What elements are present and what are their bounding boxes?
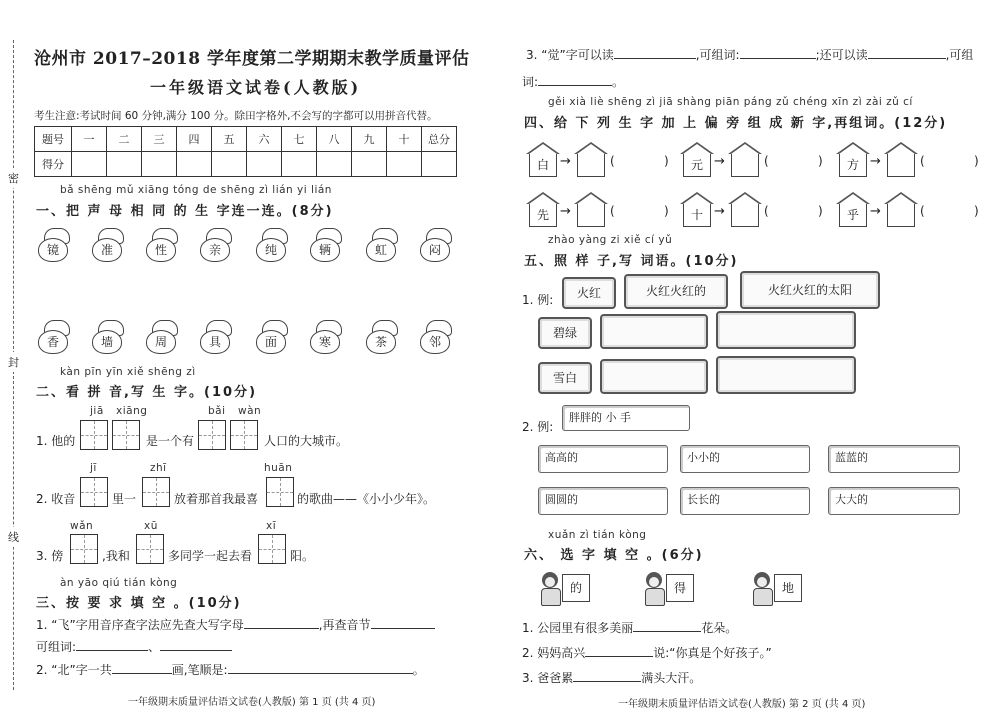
tianzige-box[interactable] — [198, 420, 226, 450]
house-blank[interactable] — [728, 192, 762, 226]
score-cell: 四 — [177, 127, 212, 152]
tianzige-box[interactable] — [70, 534, 98, 564]
s6-q1: 1. 公园里有很多美丽 花朵。 — [522, 621, 738, 635]
house-char: 白 — [526, 142, 560, 176]
paren-close: ) — [974, 204, 979, 218]
s2-line2-b: 里一 — [112, 492, 137, 506]
score-cell: 十 — [387, 127, 422, 152]
paren-open: ( — [764, 154, 769, 168]
phrase-box[interactable]: 蓝蓝的 — [828, 445, 960, 473]
answer-box[interactable] — [600, 314, 708, 349]
s2-line2-a: 2. 收音 — [36, 492, 76, 506]
answer-blank[interactable] — [585, 644, 653, 657]
score-input[interactable] — [247, 152, 282, 177]
answer-blank[interactable] — [740, 46, 816, 59]
radish-top[interactable]: 亲 — [200, 228, 232, 262]
answer-blank[interactable] — [633, 619, 701, 632]
phrase-box[interactable]: 小小的 — [680, 445, 810, 473]
phrase-box[interactable]: 长长的 — [680, 487, 810, 515]
paren-close: ) — [818, 204, 823, 218]
arrow-icon: → — [870, 204, 881, 219]
phrase-box[interactable]: 圆圆的 — [538, 487, 668, 515]
radish-bottom[interactable]: 茶 — [366, 320, 398, 354]
binding-char-xian: 线 — [8, 527, 19, 547]
pinyin-label: jiā — [90, 405, 104, 417]
example-box: 火红火红的太阳 — [740, 271, 880, 309]
house-char: 乎 — [836, 192, 870, 226]
child-icon — [536, 572, 564, 606]
pinyin-label: jī — [90, 462, 97, 474]
arrow-icon: → — [714, 204, 725, 219]
pinyin-label: wàn — [238, 405, 262, 417]
s1-title: 一、把 声 母 相 同 的 生 字连一连。(8分) — [36, 204, 334, 219]
score-input[interactable] — [352, 152, 387, 177]
exam-subtitle: 一年级语文试卷(人教版) — [150, 78, 362, 97]
exam-title: 沧州市 2017–2018 学年度第二学期期末教学质量评估 — [34, 49, 470, 69]
s2-line3-b: ,我和 — [102, 549, 130, 563]
score-input[interactable] — [317, 152, 352, 177]
s3-q1: 1. “飞”字用音序查字法应先查大写字母 ,再查音节 — [36, 616, 435, 633]
house-char: 方 — [836, 142, 870, 176]
binding-char-feng: 封 — [8, 352, 19, 372]
paren-open: ( — [920, 204, 925, 218]
paren-open: ( — [920, 154, 925, 168]
choice-sign[interactable]: 的 — [562, 574, 590, 602]
house-blank[interactable] — [574, 192, 608, 226]
house-char: 先 — [526, 192, 560, 226]
s6-q3: 3. 爸爸累 满头大汗。 — [522, 671, 702, 685]
paren-open: ( — [610, 204, 615, 218]
radish-bottom[interactable]: 面 — [256, 320, 288, 354]
score-input[interactable] — [177, 152, 212, 177]
house-blank[interactable] — [884, 192, 918, 226]
answer-blank[interactable] — [112, 661, 172, 674]
page1-footer: 一年级期末质量评估语文试卷(人教版) 第 1 页 (共 4 页) — [128, 697, 376, 708]
radish-bottom[interactable]: 周 — [146, 320, 178, 354]
s2-line2-c: 放着那首我最喜 — [174, 492, 259, 506]
word-box: 碧绿 — [538, 317, 592, 349]
answer-blank[interactable] — [160, 638, 232, 651]
answer-box[interactable] — [600, 359, 708, 394]
paren-open: ( — [764, 204, 769, 218]
score-cell: 三 — [142, 127, 177, 152]
score-cell: 一 — [72, 127, 107, 152]
score-input[interactable] — [282, 152, 317, 177]
s2-line3-c: 多同学一起去看 — [168, 549, 253, 563]
example-box: 火红 — [562, 277, 616, 309]
score-table-score-row — [35, 152, 457, 177]
house-blank[interactable] — [574, 142, 608, 176]
s3-title: 三、按 要 求 填 空 。(10分) — [36, 596, 242, 611]
score-input[interactable] — [387, 152, 422, 177]
score-table-header-row — [35, 127, 457, 152]
radish-top[interactable]: 辆 — [310, 228, 342, 262]
tianzige-box[interactable] — [142, 477, 170, 507]
score-cell: 六 — [247, 127, 282, 152]
radish-bottom[interactable]: 寒 — [310, 320, 342, 354]
tianzige-box[interactable] — [80, 420, 108, 450]
score-cell: 题号 — [35, 127, 72, 152]
s6-pinyin: xuǎn zì tián kòng — [548, 529, 647, 541]
child-icon — [748, 572, 776, 606]
arrow-icon: → — [560, 154, 571, 169]
phrase-box[interactable]: 高高的 — [538, 445, 668, 473]
page2-footer: 一年级期末质量评估语文试卷(人教版) 第 2 页 (共 4 页) — [618, 699, 866, 710]
house-char: 十 — [680, 192, 714, 226]
paren-close: ) — [664, 204, 669, 218]
s4-title: 四、给 下 列 生 字 加 上 偏 旁 组 成 新 字,再组词。(12分) — [524, 116, 948, 131]
score-input[interactable] — [72, 152, 107, 177]
radish-top[interactable]: 虹 — [366, 228, 398, 262]
radish-bottom[interactable]: 墙 — [92, 320, 124, 354]
score-input[interactable] — [142, 152, 177, 177]
radish-top[interactable]: 纯 — [256, 228, 288, 262]
exam-notice: 考生注意:考试时间 60 分钟,满分 100 分。除田字格外,不会写的字都可以用拼音代替。 — [34, 110, 438, 122]
score-cell: 总分 — [422, 127, 457, 152]
tianzige-box[interactable] — [112, 420, 140, 450]
score-cell: 五 — [212, 127, 247, 152]
score-table — [34, 126, 457, 177]
house-blank[interactable] — [884, 142, 918, 176]
radish-bottom[interactable]: 香 — [38, 320, 70, 354]
house-char: 元 — [680, 142, 714, 176]
paren-open: ( — [610, 154, 615, 168]
example-box: 火红火红的 — [624, 274, 728, 309]
score-cell: 得分 — [35, 152, 72, 177]
s5-pinyin: zhào yàng zi xiě cí yǔ — [548, 234, 673, 246]
score-cell: 七 — [282, 127, 317, 152]
choice-sign[interactable]: 地 — [774, 574, 802, 602]
radish-top[interactable]: 准 — [92, 228, 124, 262]
score-input[interactable] — [107, 152, 142, 177]
house-blank[interactable] — [728, 142, 762, 176]
pinyin-label: xiāng — [116, 405, 148, 417]
s2-pinyin: kàn pīn yīn xiě shēng zì — [60, 366, 196, 378]
word-box: 雪白 — [538, 362, 592, 394]
answer-blank[interactable] — [76, 638, 148, 651]
child-icon — [640, 572, 668, 606]
binding-char-mi: 密 — [8, 168, 19, 188]
tianzige-box[interactable] — [230, 420, 258, 450]
s5-ex2-label: 2. 例: — [522, 420, 554, 434]
answer-blank[interactable] — [371, 616, 435, 629]
s4-pinyin: gěi xià liè shēng zì jiā shàng piān páng zǔ chéng xīn zì zài zǔ cí — [548, 96, 913, 108]
score-cell: 二 — [107, 127, 142, 152]
pinyin-label: huān — [264, 462, 293, 474]
score-input[interactable] — [212, 152, 247, 177]
radish-top[interactable]: 性 — [146, 228, 178, 262]
score-cell: 九 — [352, 127, 387, 152]
paren-close: ) — [664, 154, 669, 168]
s2-line1-c: 人口的大城市。 — [264, 434, 349, 448]
s6-title: 六、 选 字 填 空 。(6分) — [524, 548, 704, 563]
paren-close: ) — [818, 154, 823, 168]
s2-title: 二、看 拼 音,写 生 字。(10分) — [36, 385, 258, 400]
s2-line1-a: 1. 他的 — [36, 434, 76, 448]
q3-line1: 3. “觉”字可以读 ,可组词: ;还可以读 ,可组 — [526, 48, 974, 62]
paren-close: ) — [974, 154, 979, 168]
answer-box[interactable] — [716, 311, 856, 349]
s5-ex1-label: 1. 例: — [522, 293, 554, 307]
s3-pinyin: àn yāo qiú tián kòng — [60, 577, 178, 589]
phrase-box[interactable]: 大大的 — [828, 487, 960, 515]
s6-q2: 2. 妈妈高兴 说:“你真是个好孩子。” — [522, 646, 772, 660]
arrow-icon: → — [714, 154, 725, 169]
s2-line3-d: 阳。 — [290, 549, 315, 563]
answer-box[interactable] — [716, 356, 856, 394]
arrow-icon: → — [560, 204, 571, 219]
answer-blank[interactable] — [573, 669, 641, 682]
radish-top[interactable]: 闷 — [420, 228, 452, 262]
answer-blank[interactable] — [538, 73, 612, 86]
pinyin-label: zhī — [150, 462, 167, 474]
radish-bottom[interactable]: 邻 — [420, 320, 452, 354]
score-input[interactable] — [422, 152, 457, 177]
answer-blank[interactable] — [244, 616, 319, 629]
s2-line2-d: 的歌曲——《小小少年》。 — [297, 492, 436, 506]
tianzige-box[interactable] — [136, 534, 164, 564]
s5-title: 五、照 样 子,写 词语。(10分) — [524, 254, 739, 269]
tianzige-box[interactable] — [80, 477, 108, 507]
answer-blank[interactable] — [614, 46, 696, 59]
tianzige-box[interactable] — [266, 477, 294, 507]
s3-q2: 2. “北”字一共 画,笔顺是: 。 — [36, 663, 425, 677]
s3-q1-words: 可组词: 、 — [36, 638, 232, 655]
score-cell: 八 — [317, 127, 352, 152]
arrow-icon: → — [870, 154, 881, 169]
q3-line2: 词: 。 — [522, 75, 625, 89]
answer-blank[interactable] — [228, 661, 413, 674]
pinyin-label: xū — [144, 520, 158, 532]
s2-line1-b: 是一个有 — [146, 434, 195, 448]
s1-pinyin: bǎ shēng mǔ xiāng tóng de shēng zì lián yi lián — [60, 184, 332, 196]
choice-sign[interactable]: 得 — [666, 574, 694, 602]
pinyin-label: bǎi — [208, 405, 226, 417]
s2-line3-a: 3. 傍 — [36, 549, 64, 563]
pinyin-label: wǎn — [70, 520, 94, 532]
answer-blank[interactable] — [868, 46, 946, 59]
example-box: 胖胖的 小 手 — [562, 405, 690, 431]
radish-top[interactable]: 镜 — [38, 228, 70, 262]
radish-bottom[interactable]: 具 — [200, 320, 232, 354]
tianzige-box[interactable] — [258, 534, 286, 564]
pinyin-label: xī — [266, 520, 277, 532]
